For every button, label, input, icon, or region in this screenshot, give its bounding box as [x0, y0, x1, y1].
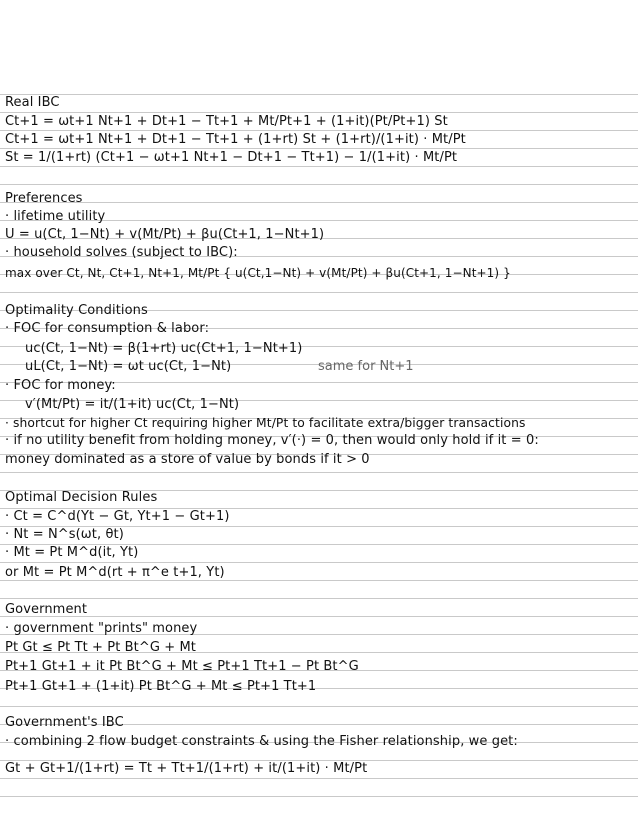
- side-note: same for Nt+1: [318, 359, 414, 374]
- equation-line: or Mt = Pt M^d(rt + π^e t+1, Yt): [5, 565, 225, 580]
- equation-line: Ct+1 = ωt+1 Nt+1 + Dt+1 − Tt+1 + Mt/Pt+1 + (1+it)(Pt/Pt+1) St: [5, 114, 448, 129]
- section-heading-real-ibc: Real IBC: [5, 95, 60, 110]
- section-heading-government: Government: [5, 602, 88, 617]
- equation-line: · Mt = Pt M^d(it, Yt): [5, 545, 139, 560]
- note-line: · lifetime utility: [5, 209, 106, 224]
- note-line: · if no utility benefit from holding money, v′(·) = 0, then would only hold if it = 0:: [5, 433, 539, 448]
- equation-line: v′(Mt/Pt) = it/(1+it) uc(Ct, 1−Nt): [25, 397, 240, 412]
- section-heading-optimality: Optimality Conditions: [5, 303, 148, 318]
- equation-line: U = u(Ct, 1−Nt) + v(Mt/Pt) + βu(Ct+1, 1−Nt+1): [5, 227, 325, 242]
- note-line: · government "prints" money: [5, 621, 198, 636]
- note-line: · FOC for consumption & labor:: [5, 321, 210, 336]
- note-line: · household solves (subject to IBC):: [5, 245, 238, 260]
- equation-line: · Ct = C^d(Yt − Gt, Yt+1 − Gt+1): [5, 509, 230, 524]
- equation-line: Ct+1 = ωt+1 Nt+1 + Dt+1 − Tt+1 + (1+rt) St + (1+rt)/(1+it) · Mt/Pt: [5, 132, 466, 147]
- section-heading-government-ibc: Government's IBC: [5, 715, 124, 730]
- equation-line: max over Ct, Nt, Ct+1, Nt+1, Mt/Pt { u(Ct,1−Nt) + v(Mt/Pt) + βu(Ct+1, 1−Nt+1) }: [5, 266, 511, 280]
- equation-line: Pt+1 Gt+1 + (1+it) Pt Bt^G + Mt ≤ Pt+1 Tt+1: [5, 679, 317, 694]
- note-line: money dominated as a store of value by bonds if it > 0: [5, 452, 370, 467]
- note-line: · FOC for money:: [5, 378, 116, 393]
- equation-line: · Nt = N^s(ωt, θt): [5, 527, 124, 542]
- equation-line: Pt+1 Gt+1 + it Pt Bt^G + Mt ≤ Pt+1 Tt+1 − Pt Bt^G: [5, 659, 359, 674]
- equation-line: uL(Ct, 1−Nt) = ωt uc(Ct, 1−Nt): [25, 359, 232, 374]
- section-heading-preferences: Preferences: [5, 191, 83, 206]
- note-line: · combining 2 flow budget constraints & using the Fisher relationship, we get:: [5, 734, 518, 749]
- section-heading-decision-rules: Optimal Decision Rules: [5, 490, 158, 505]
- equation-line: St = 1/(1+rt) (Ct+1 − ωt+1 Nt+1 − Dt+1 − Tt+1) − 1/(1+it) · Mt/Pt: [5, 150, 458, 165]
- equation-line: Pt Gt ≤ Pt Tt + Pt Bt^G + Mt: [5, 640, 196, 655]
- note-line: · shortcut for higher Ct requiring higher Mt/Pt to facilitate extra/bigger transactions: [5, 416, 526, 430]
- equation-line: uc(Ct, 1−Nt) = β(1+rt) uc(Ct+1, 1−Nt+1): [25, 341, 303, 356]
- equation-line: Gt + Gt+1/(1+rt) = Tt + Tt+1/(1+rt) + it/(1+it) · Mt/Pt: [5, 761, 368, 776]
